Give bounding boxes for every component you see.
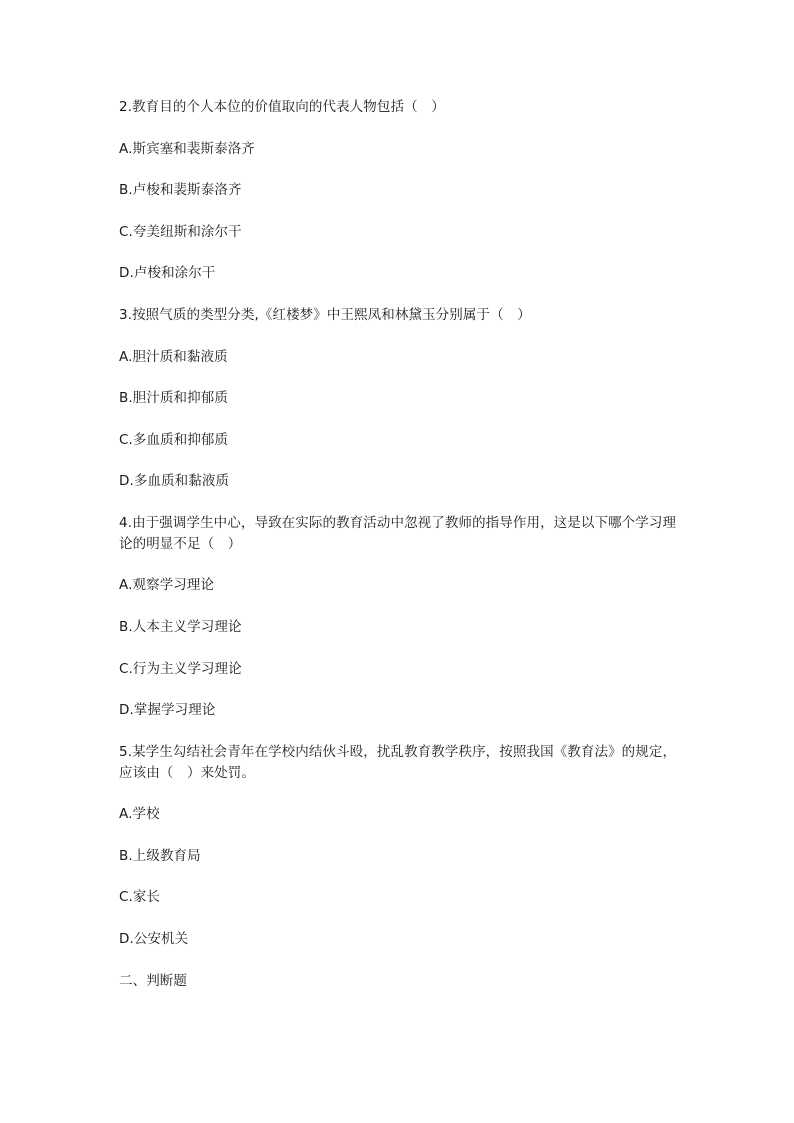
question-5-option-b: B.上级教育局 <box>119 848 201 864</box>
question-2-option-b: B.卢梭和裴斯泰洛齐 <box>119 182 242 198</box>
question-4-stem: 4.由于强调学生中心，导致在实际的教育活动中忽视了教师的指导作用，这是以下哪个学习理论的明显不足（ ） <box>119 515 677 552</box>
section-heading: 二、判断题 <box>119 973 187 989</box>
question-2-stem: 2.教育目的个人本位的价值取向的代表人物包括（ ） <box>119 99 445 115</box>
question-2-option-c: C.夸美纽斯和涂尔干 <box>119 224 242 240</box>
question-4-option-a: A.观察学习理论 <box>119 577 215 593</box>
question-4-option-c: C.行为主义学习理论 <box>119 661 242 677</box>
question-5-stem: 5.某学生勾结社会青年在学校内结伙斗殴，扰乱教育教学秩序，按照我国《教育法》的规定，应该由（ ）来处罚。 <box>119 744 677 781</box>
question-3-stem: 3.按照气质的类型分类,《红楼梦》中王熙凤和林黛玉分别属于（ ） <box>119 307 531 323</box>
question-2-option-d: D.卢梭和涂尔干 <box>119 265 216 281</box>
question-3-option-d: D.多血质和黏液质 <box>119 473 230 489</box>
question-4-option-d: D.掌握学习理论 <box>119 702 216 718</box>
question-3-option-a: A.胆汁质和黏液质 <box>119 349 228 365</box>
question-5-option-d: D.公安机关 <box>119 931 189 947</box>
question-3-option-c: C.多血质和抑郁质 <box>119 432 229 448</box>
question-4-option-b: B.人本主义学习理论 <box>119 619 242 635</box>
question-5-option-a: A.学校 <box>119 806 160 822</box>
question-3-option-b: B.胆汁质和抑郁质 <box>119 390 228 406</box>
question-2-option-a: A.斯宾塞和裴斯泰洛齐 <box>119 141 255 157</box>
question-5-option-c: C.家长 <box>119 889 161 905</box>
